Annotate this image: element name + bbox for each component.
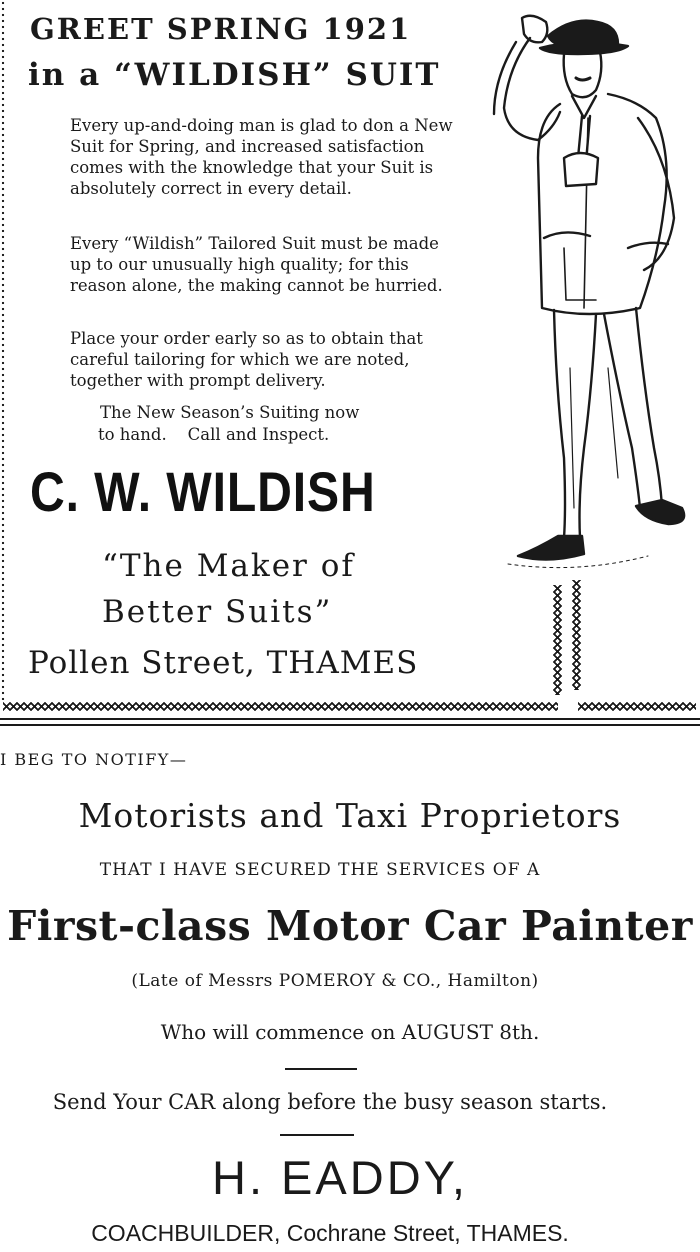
season-line-1: The New Season’s Suiting now xyxy=(100,403,360,422)
paragraph-spring-suit: Every up-and-doing man is glad to don a New Suit for Spring, and increased satisfaction comes with the knowledge that your Suit is absolutely correct in every detail. xyxy=(70,116,453,198)
headline-greet-spring: GREET SPRING 1921 xyxy=(30,12,412,46)
send-car-line: Send Your CAR along before the busy season starts. xyxy=(52,1090,608,1114)
late-of-line: (Late of Messrs POMEROY & CO., Hamilton) xyxy=(131,971,539,991)
separator-rule-bottom xyxy=(0,724,700,726)
paragraph-order-early: Place your order early so as to obtain that careful tailoring for which we are noted, together with prompt delivery. xyxy=(70,329,423,390)
season-line-2: to hand. Call and Inspect. xyxy=(98,425,330,444)
secured-line: THAT I HAVE SECURED THE SERVICES OF A xyxy=(99,860,541,880)
tagline-line-1: “The Maker of xyxy=(102,548,355,584)
man-in-suit-illustration xyxy=(468,8,698,586)
vertical-zigzag-border-left xyxy=(553,585,562,695)
left-dotted-border xyxy=(1,0,5,700)
audience-heading: Motorists and Taxi Proprietors xyxy=(78,796,622,835)
wildish-address: Pollen Street, THAMES xyxy=(28,645,419,681)
eaddy-name: H. EADDY, xyxy=(212,1151,468,1204)
bottom-zigzag-border-right xyxy=(578,702,696,711)
headline-wildish-suit: in a “WILDISH” SUIT xyxy=(28,57,441,93)
tagline-line-2: Better Suits” xyxy=(102,594,333,630)
notify-line: I BEG TO NOTIFY— xyxy=(0,750,188,769)
vertical-zigzag-border-right xyxy=(572,580,581,690)
paragraph-quality: Every “Wildish” Tailored Suit must be made up to our unusually high quality; for this reason alone, the making cannot be hurried. xyxy=(70,234,443,295)
bottom-zigzag-border xyxy=(3,702,558,711)
eaddy-advertisement xyxy=(0,730,700,1252)
short-rule-2 xyxy=(280,1134,354,1136)
firm-name: C. W. WILDISH xyxy=(30,460,376,523)
painter-headline: First-class Motor Car Painter xyxy=(7,902,693,950)
separator-rule-top xyxy=(0,718,700,720)
short-rule-1 xyxy=(285,1068,357,1070)
commence-line: Who will commence on AUGUST 8th. xyxy=(160,1020,540,1044)
coachbuilder-line: COACHBUILDER, Cochrane Street, THAMES. xyxy=(91,1220,569,1246)
